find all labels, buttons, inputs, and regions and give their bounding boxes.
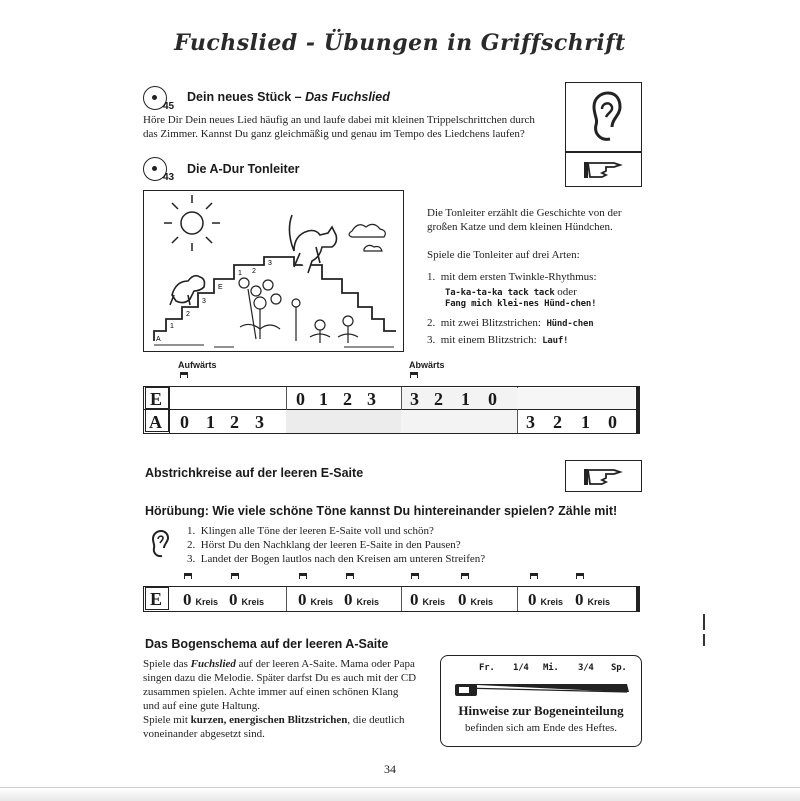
list-item-rhythm: Fang mich klei-nes Hünd-chen!: [445, 299, 597, 309]
ear-icon-box: [565, 82, 642, 152]
grid-cell: 2: [434, 389, 443, 409]
downbow-icon: [231, 573, 239, 579]
label-aufwaerts: Aufwärts: [178, 360, 217, 370]
list-item: 1. Klingen alle Töne der leeren E-Saite voll und schön?: [187, 525, 434, 537]
kreis-cell: 0 Kreis: [528, 590, 564, 609]
grid-cell: 2: [343, 389, 352, 409]
bow-box-title: Hinweise zur Bogeneinteilung: [458, 703, 624, 718]
downbow-icon: [530, 573, 538, 579]
bow-icon: [451, 678, 633, 700]
step-label: 3: [268, 260, 272, 267]
scale-description: Die Tonleiter erzählt die Geschichte von der großen Katze und dem kleinen Hündchen.: [427, 207, 622, 233]
label-abwaerts: Abwärts: [409, 360, 445, 370]
pointing-hand-icon-box: [565, 460, 642, 492]
page-bottom-edge: [0, 787, 800, 801]
downbow-icon: [576, 573, 584, 579]
sun-icon: [164, 195, 220, 251]
pointing-hand-icon: [566, 461, 641, 491]
cloud-icon: [349, 224, 385, 237]
bow-label: 1/4: [513, 663, 529, 673]
cd-track-number: 43: [163, 172, 175, 183]
section-heading-fuchslied: Dein neues Stück – Das Fuchslied: [187, 90, 390, 104]
section-heading-tonleiter: Die A-Dur Tonleiter: [187, 162, 300, 176]
step-label: 3: [202, 298, 206, 305]
flowers-drawing: [239, 278, 358, 343]
bow-label: Sp.: [611, 663, 627, 673]
hoeruebung-question: Hörübung: Wie viele schöne Töne kannst Du hintereinander spielen? Zähle mit!: [145, 504, 618, 518]
list-item: 2. Hörst Du den Nachklang der leeren E-Saite in den Pausen?: [187, 539, 461, 551]
string-label-a: A: [149, 412, 162, 432]
section-text-bogenschema: Spiele das Fuchslied auf der leeren A-Saite. Mama oder Papa singen dazu die Melodie. Später darfst Du es auch mit der CD zusammen spielen. Achte immer auf einen schönen Klang und auf eine gute Haltung. Spiele mit kurzen, energischen Blitzstrichen, die deutlich voneinander abgesetzt sind.: [143, 658, 417, 740]
cat-and-dog-on-stairs-illustration: [144, 191, 403, 351]
section-heading-bogenschema: Das Bogenschema auf der leeren A-Saite: [145, 637, 389, 651]
list-item: 3. Landet der Bogen lautlos nach den Kreisen am unteren Streifen?: [187, 553, 486, 565]
downbow-icon: [411, 573, 419, 579]
grid-cell: 2: [553, 412, 562, 432]
bow-box-subtitle: befinden sich am Ende des Heftes.: [464, 722, 618, 734]
cloud-icon: [364, 245, 382, 251]
step-label: 2: [186, 311, 190, 318]
kreis-cell: 0 Kreis: [458, 590, 494, 609]
section-text-fuchslied: Höre Dir Dein neues Lied häufig an und laufe dabei mit kleinen Trippelschrittchen durch das Zimmer. Kannst Du ganz gleichmäßig und genau im Tempo des Liedchens laufen?: [143, 114, 535, 140]
bow-label: Fr.: [479, 663, 495, 673]
bow-label: Mi.: [543, 663, 559, 673]
step-label: E: [218, 284, 223, 291]
grid-cell: 0: [488, 389, 497, 409]
grid-cell: 1: [581, 412, 590, 432]
grid-cell: 3: [367, 389, 376, 409]
kreis-cell: 0 Kreis: [183, 590, 219, 609]
string-label-e: E: [150, 389, 163, 409]
scale-illustration: [143, 190, 404, 352]
grid-cell: 3: [410, 389, 419, 409]
kreis-cell: 0 Kreis: [344, 590, 380, 609]
pointing-hand-icon-box: [565, 152, 642, 187]
grid-cell: 0: [180, 412, 189, 432]
string-label-e: E: [150, 589, 163, 609]
step-label: 1: [170, 323, 174, 330]
grid-cell: 3: [255, 412, 264, 432]
grid-cell: 1: [319, 389, 328, 409]
grid-cell: 0: [296, 389, 305, 409]
downbow-icon: [346, 573, 354, 579]
page-title: Fuchslied - Übungen in Griffschrift: [174, 30, 626, 56]
grid-cell: 0: [608, 412, 617, 432]
dog-drawing: [170, 276, 205, 305]
step-label: 1: [238, 270, 242, 277]
kreis-cell: 0 Kreis: [575, 590, 611, 609]
kreis-cell: 0 Kreis: [298, 590, 334, 609]
kreis-cell: 0 Kreis: [410, 590, 446, 609]
downbow-icon: [410, 372, 418, 378]
bow-division-box: [440, 655, 642, 747]
step-label: 2: [252, 268, 256, 275]
downbow-icon: [184, 573, 192, 579]
grid-cell: 1: [206, 412, 215, 432]
scale-grid: [143, 386, 640, 434]
downbow-icon: [299, 573, 307, 579]
ear-icon: [150, 528, 172, 558]
bow-label: 3/4: [578, 663, 594, 673]
step-label: A: [156, 336, 161, 343]
grid-cell: 3: [526, 412, 535, 432]
pointing-hand-icon: [566, 153, 641, 186]
ear-icon: [566, 83, 641, 151]
downbow-icon: [180, 372, 188, 378]
cd-track-number: 45: [163, 101, 175, 112]
grid-cell: 2: [230, 412, 239, 432]
page-number: 34: [384, 762, 396, 776]
kreis-cell: 0 Kreis: [229, 590, 265, 609]
grid-cell: 1: [461, 389, 470, 409]
list-item: 2. mit zwei Blitzstrichen: Hünd-chen: [427, 317, 594, 329]
downbow-icon: [461, 573, 469, 579]
list-item-rhythm: Ta-ka-ta-ka tack tack oder: [445, 286, 577, 298]
section-heading-abstrichkreise: Abstrichkreise auf der leeren E-Saite: [145, 466, 364, 480]
list-item: 3. mit einem Blitzstrich: Lauf!: [427, 334, 569, 346]
list-item: 1. mit dem ersten Twinkle-Rhythmus:: [427, 271, 597, 283]
scale-ways-intro: Spiele die Tonleiter auf drei Arten:: [427, 249, 580, 261]
